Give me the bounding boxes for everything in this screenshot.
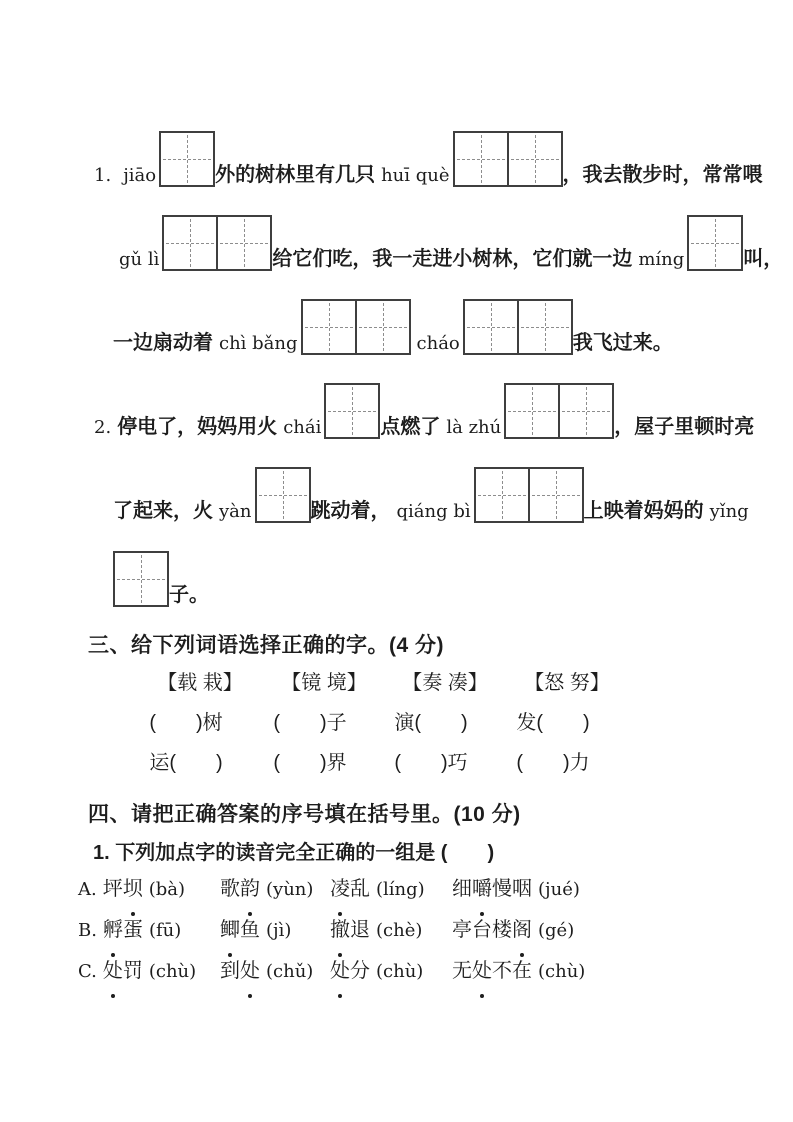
hanzi-char: 凌 [330,869,350,910]
tianzige-cell [517,301,571,353]
hanzi-char: 细 [452,878,472,900]
section-4-heading: 四、请把正确答案的序号填在括号里。(10 分) [88,803,521,826]
fill-line-row [0,547,209,607]
section3-word-row [121,703,613,743]
tianzige-cell [465,301,517,353]
pinyin-fill-section [0,103,793,607]
hanzi-char: 无 [452,960,472,982]
tianzige-cell [689,217,741,269]
option-label: A. [78,879,97,900]
option-cell [330,951,452,992]
pinyin-reading: (jué) [538,879,580,900]
char-choice-cell: 演( ) [394,712,468,734]
section-3-heading: 三、给下列词语选择正确的字。(4 分) [88,634,444,657]
pinyin-reading: (gé) [538,920,575,941]
option-cell [220,910,330,951]
option-cell [452,869,652,910]
tianzige-cell [303,301,355,353]
item-number: 1. [94,165,112,186]
q1-options [78,869,652,992]
hanzi-char: 亭 [452,919,472,941]
option-row-c [78,951,652,992]
fill-line-row [0,211,783,271]
dotted-word [452,878,532,900]
hanzi-char: 坪 [102,878,123,900]
fill-line [0,523,793,607]
fill-line-row [0,127,763,187]
hanzi-char: 鱼 [240,919,260,941]
option-cell [78,910,220,951]
chinese-text: 一边扇动着 [113,332,213,354]
pinyin-text: huī què [381,165,450,186]
char-choice-cell: ( )力 [516,752,590,774]
pinyin-text: yǐng [709,501,749,522]
chinese-text: 叫， [743,248,784,270]
chinese-text: ，屋子里顿时亮 [614,416,755,438]
chinese-text: 了起来，火 [113,500,213,522]
hanzi-char: 在 [512,960,532,982]
pinyin-reading: (chǔ) [266,961,314,982]
answer-box [687,215,743,271]
dotted-word [330,878,370,900]
option-pair: 【镜 境】 [281,672,367,694]
item-number: 2. [94,417,112,438]
option-cell [78,951,220,992]
char-choice-cell: ( )巧 [394,752,468,774]
pinyin-reading: (chè) [376,920,423,941]
hanzi-char: 咽 [512,878,532,900]
hanzi-char: 退 [350,919,370,941]
pinyin-reading: (yùn) [266,879,314,900]
section3-grid [135,663,627,783]
hanzi-char: 韵 [240,869,260,910]
chinese-text: 点燃了 [380,416,441,438]
chinese-text: 子。 [169,584,209,606]
answer-box [301,299,411,355]
hanzi-char: 处 [472,951,492,992]
section3-option-row [135,663,627,703]
q1-prompt: 1. 下列加点字的读音完全正确的一组是 ( ) [93,842,495,864]
chinese-text: 跳动着， [310,500,391,522]
hanzi-char: 处 [103,951,123,992]
answer-box [453,131,563,187]
fill-line-row [0,379,754,439]
tianzige-cell [528,469,582,521]
dotted-word [103,878,143,900]
hanzi-char: 孵 [103,910,123,951]
pinyin-text: chì bǎng [219,333,298,354]
dotted-word [220,919,260,941]
option-row-b [78,910,652,951]
hanzi-char: 嚼 [472,869,492,910]
char-choice-cell: 发( ) [516,712,590,734]
dotted-word [103,960,143,982]
fill-line [0,103,793,187]
pinyin-text: míng [638,249,685,270]
chinese-text: 外的树林里有几只 [215,164,376,186]
section3-word-row [121,743,613,783]
tianzige-cell [476,469,528,521]
pinyin-text: là zhú [446,417,502,438]
hanzi-char: 不 [492,960,512,982]
pinyin-text: yàn [219,501,252,522]
char-choice-cell: ( )树 [149,712,223,734]
option-cell [78,869,220,910]
hanzi-char: 楼 [492,919,512,941]
dotted-word [330,919,370,941]
answer-box [504,383,614,439]
option-cell [452,951,652,992]
tianzige-cell [506,385,558,437]
pinyin-reading: (chù) [538,961,586,982]
answer-box [113,551,169,607]
hanzi-char: 乱 [350,878,370,900]
char-choice-cell: ( )子 [273,712,347,734]
pinyin-text: qiáng bì [396,501,471,522]
tianzige-cell [507,133,561,185]
fill-line [0,355,793,439]
tianzige-cell [161,133,213,185]
option-cell [220,869,330,910]
pinyin-reading: (jì) [266,920,292,941]
chinese-text: 给它们吃，我一走进小树林，它们就一边 [272,248,633,270]
hanzi-char: 罚 [122,960,143,982]
hanzi-char: 慢 [492,878,512,900]
pinyin-reading: (bà) [148,879,186,900]
pinyin-reading: (chù) [376,961,424,982]
pinyin-reading: (líng) [376,879,425,900]
fill-line [0,271,793,355]
fill-line [0,187,793,271]
hanzi-char: 处 [240,951,260,992]
option-cell [452,910,652,951]
tianzige-cell [355,301,409,353]
fill-line [0,439,793,523]
option-pair: 【奏 凑】 [402,672,488,694]
chinese-text: 停电了，妈妈用火 [117,416,278,438]
hanzi-char: 蛋 [122,919,143,941]
hanzi-char: 阁 [512,910,532,951]
chinese-text: 我飞过来。 [572,332,673,354]
hanzi-char: 分 [350,960,370,982]
dotted-word [220,960,260,982]
pinyin-text: cháo [416,333,460,354]
hanzi-char: 坝 [123,869,143,910]
pinyin-reading: (chù) [148,961,197,982]
hanzi-char: 处 [330,951,350,992]
tianzige-cell [164,217,216,269]
option-cell [220,951,330,992]
answer-box [159,131,215,187]
pinyin-text: chái [283,417,322,438]
tianzige-cell [558,385,612,437]
dotted-word [452,919,532,941]
chinese-text: 上映着妈妈的 [583,500,704,522]
tianzige-cell [326,385,378,437]
dotted-word [452,960,532,982]
char-choice-cell: 运( ) [149,752,223,774]
pinyin-reading: (fū) [148,920,182,941]
answer-box [463,299,573,355]
tianzige-cell [115,553,167,605]
dotted-word [220,878,260,900]
tianzige-cell [216,217,270,269]
answer-box [255,467,311,523]
fill-line-row [0,295,673,355]
tianzige-cell [257,469,309,521]
hanzi-char: 歌 [220,878,240,900]
option-pair: 【怒 努】 [524,672,610,694]
option-label: B. [78,920,97,941]
pinyin-text: jiāo [123,165,157,186]
chinese-text: ，我去散步时，常常喂 [562,164,763,186]
hanzi-char: 台 [472,919,492,941]
option-label: C. [78,961,97,982]
dotted-word [103,919,143,941]
char-choice-cell: ( )界 [273,752,347,774]
option-cell [330,869,452,910]
hanzi-char: 到 [220,960,240,982]
answer-box [162,215,272,271]
tianzige-cell [455,133,507,185]
option-row-a [78,869,652,910]
hanzi-char: 撤 [330,910,350,951]
option-pair: 【载 栽】 [157,672,243,694]
dotted-word [330,960,370,982]
fill-line-row [0,463,752,523]
answer-box [324,383,380,439]
answer-box [474,467,584,523]
pinyin-text: gǔ lì [119,249,160,270]
option-cell [330,910,452,951]
hanzi-char: 鲫 [220,910,240,951]
